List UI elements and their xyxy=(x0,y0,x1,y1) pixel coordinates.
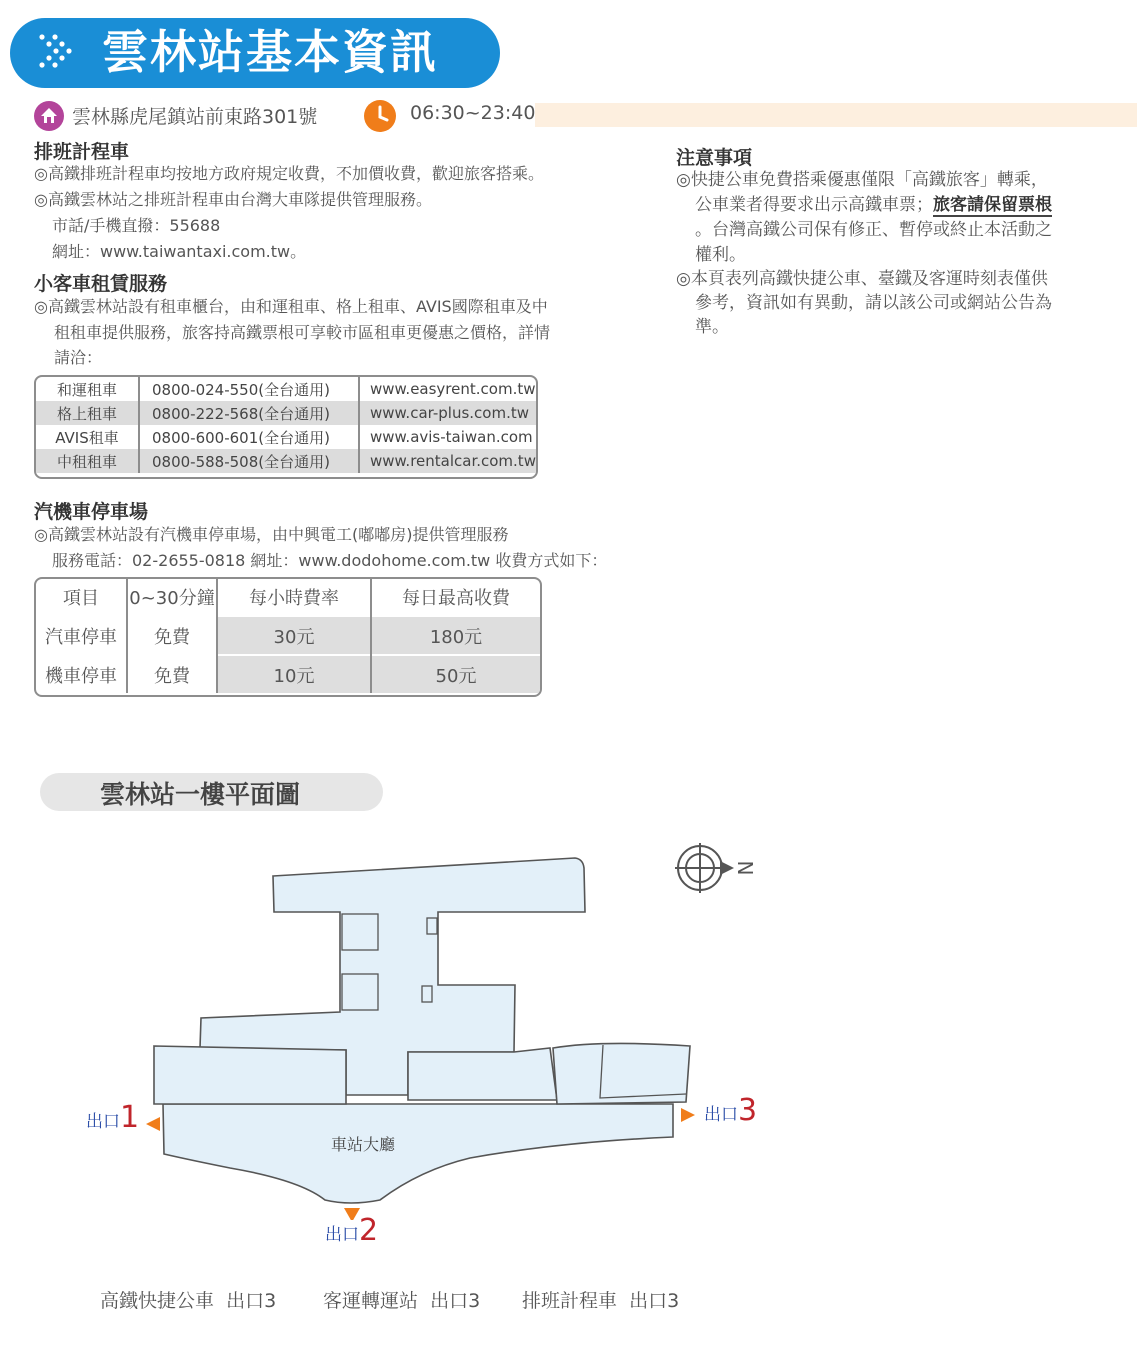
rental-heading: 小客車租賃服務 xyxy=(34,273,168,295)
rental-phone: 0800-024-550(全台通用) xyxy=(139,377,359,401)
note-line: ◎快捷公車免費搭乘優惠僅限「高鐵旅客」轉乘， xyxy=(676,170,1048,190)
note-line: 準。 xyxy=(695,317,729,337)
transfer-name: 客運轉運站 xyxy=(323,1290,419,1312)
parking-heading: 汽機車停車場 xyxy=(34,501,149,523)
exit-3-label xyxy=(704,1093,757,1128)
exit-number: 1 xyxy=(120,1100,140,1135)
taxi-line: ◎高鐵排班計程車均按地方政府規定收費，不加價收費，歡迎旅客搭乘。 xyxy=(34,164,544,183)
compass-icon xyxy=(675,843,734,893)
taxi-phone: 市話/手機直撥：55688 xyxy=(52,216,221,235)
parking-free-period: 免費 xyxy=(127,655,217,693)
exit-1-label xyxy=(86,1100,139,1135)
exit-1-arrow-icon xyxy=(146,1117,160,1131)
rental-phone: 0800-600-601(全台通用) xyxy=(139,425,359,449)
column-header: 每日最高收費 xyxy=(402,588,510,609)
exit-3-arrow-icon xyxy=(681,1108,695,1122)
table-row xyxy=(36,449,536,473)
transfer-exit: 出口3 xyxy=(629,1290,680,1312)
transfer-item xyxy=(100,1286,276,1313)
parking-table xyxy=(34,577,542,697)
parking-item: 機車停車 xyxy=(36,655,127,693)
parking-contact: 服務電話：02-2655-0818 網址：www.dodohome.com.tw 收費方式如下： xyxy=(52,551,608,570)
rental-phone: 0800-588-508(全台通用) xyxy=(139,449,359,473)
rental-phone: 0800-222-568(全台通用) xyxy=(139,401,359,425)
rental-website: www.easyrent.com.tw xyxy=(370,380,536,398)
note-line: 。台灣高鐵公司保有修正、暫停或終止本活動之 xyxy=(695,220,1052,240)
exit-2-label xyxy=(325,1213,378,1248)
rental-company: 和運租車 xyxy=(36,377,139,401)
transfer-exit: 出口3 xyxy=(430,1290,481,1312)
notes-heading: 注意事項 xyxy=(676,147,753,169)
note-line xyxy=(695,193,1052,217)
rental-line: 租租車提供服務，旅客持高鐵票根可享較市區租車更優惠之價格，詳情 xyxy=(54,323,551,342)
parking-daily-max: 180元 xyxy=(371,616,540,655)
rental-website: www.rentalcar.com.tw xyxy=(359,449,536,473)
table-row xyxy=(36,425,536,449)
home-icon xyxy=(33,100,65,132)
note-line: 權利。 xyxy=(695,245,746,265)
parking-item: 汽車停車 xyxy=(36,616,127,655)
parking-hourly-rate: 10元 xyxy=(217,655,371,693)
exit-number: 3 xyxy=(738,1093,758,1128)
note-text: 公車業者得要求出示高鐵車票； xyxy=(695,195,933,215)
note-emphasis: 旅客請保留票根 xyxy=(933,195,1052,215)
transfer-item xyxy=(323,1286,480,1313)
column-header: 0~30分鐘 xyxy=(127,579,217,616)
double-chevron-icon xyxy=(38,32,78,74)
table-row xyxy=(36,401,536,425)
rental-table xyxy=(34,375,538,479)
rental-company: 中租租車 xyxy=(36,449,139,473)
note-line: 參考，資訊如有異動，請以該公司或網站公告為 xyxy=(695,293,1052,313)
table-row xyxy=(36,377,536,401)
address-strip xyxy=(535,103,1137,127)
taxi-website: 網址：www.taiwantaxi.com.tw。 xyxy=(52,242,307,261)
note-line: ◎本頁表列高鐵快捷公車、臺鐵及客運時刻表僅供 xyxy=(676,269,1048,289)
exit-number: 2 xyxy=(359,1213,379,1248)
table-row xyxy=(36,616,540,655)
business-hours: 06:30~23:40 xyxy=(410,102,536,124)
rental-line: ◎高鐵雲林站設有租車櫃台，由和運租車、格上租車、AVIS國際租車及中 xyxy=(34,297,548,316)
transfer-name: 排班計程車 xyxy=(522,1290,618,1312)
transfer-item xyxy=(522,1286,679,1313)
taxi-heading: 排班計程車 xyxy=(34,141,130,163)
table-header-row xyxy=(36,579,540,616)
parking-hourly-rate: 30元 xyxy=(217,616,371,655)
floorplan-title: 雲林站一樓平面圖 xyxy=(100,780,301,809)
exit-word: 出口 xyxy=(704,1105,738,1125)
rental-company: AVIS租車 xyxy=(36,425,139,449)
hall-label: 車站大廳 xyxy=(331,1135,396,1154)
compass-north-label: N xyxy=(733,860,757,876)
exit-word: 出口 xyxy=(86,1112,120,1132)
column-header: 每小時費率 xyxy=(217,579,371,616)
exit-word: 出口 xyxy=(325,1225,359,1245)
rental-line: 請洽： xyxy=(54,348,103,367)
parking-line: ◎高鐵雲林站設有汽機車停車場，由中興電工(嘟嘟房)提供管理服務 xyxy=(34,525,509,544)
column-header: 項目 xyxy=(36,579,127,616)
parking-free-period: 免費 xyxy=(127,616,217,655)
transfer-exit: 出口3 xyxy=(226,1290,277,1312)
station-address: 雲林縣虎尾鎮站前東路301號 xyxy=(72,106,318,128)
page-title: 雲林站基本資訊 xyxy=(102,25,438,79)
clock-icon xyxy=(363,99,397,133)
table-row xyxy=(36,655,540,693)
rental-website: www.avis-taiwan.com xyxy=(370,428,533,446)
transfer-name: 高鐵快捷公車 xyxy=(100,1290,215,1312)
parking-daily-max: 50元 xyxy=(371,655,540,693)
taxi-line: ◎高鐵雲林站之排班計程車由台灣大車隊提供管理服務。 xyxy=(34,190,432,209)
rental-company: 格上租車 xyxy=(36,401,139,425)
floorplan-map xyxy=(0,840,800,1220)
rental-website: www.car-plus.com.tw xyxy=(359,401,536,425)
